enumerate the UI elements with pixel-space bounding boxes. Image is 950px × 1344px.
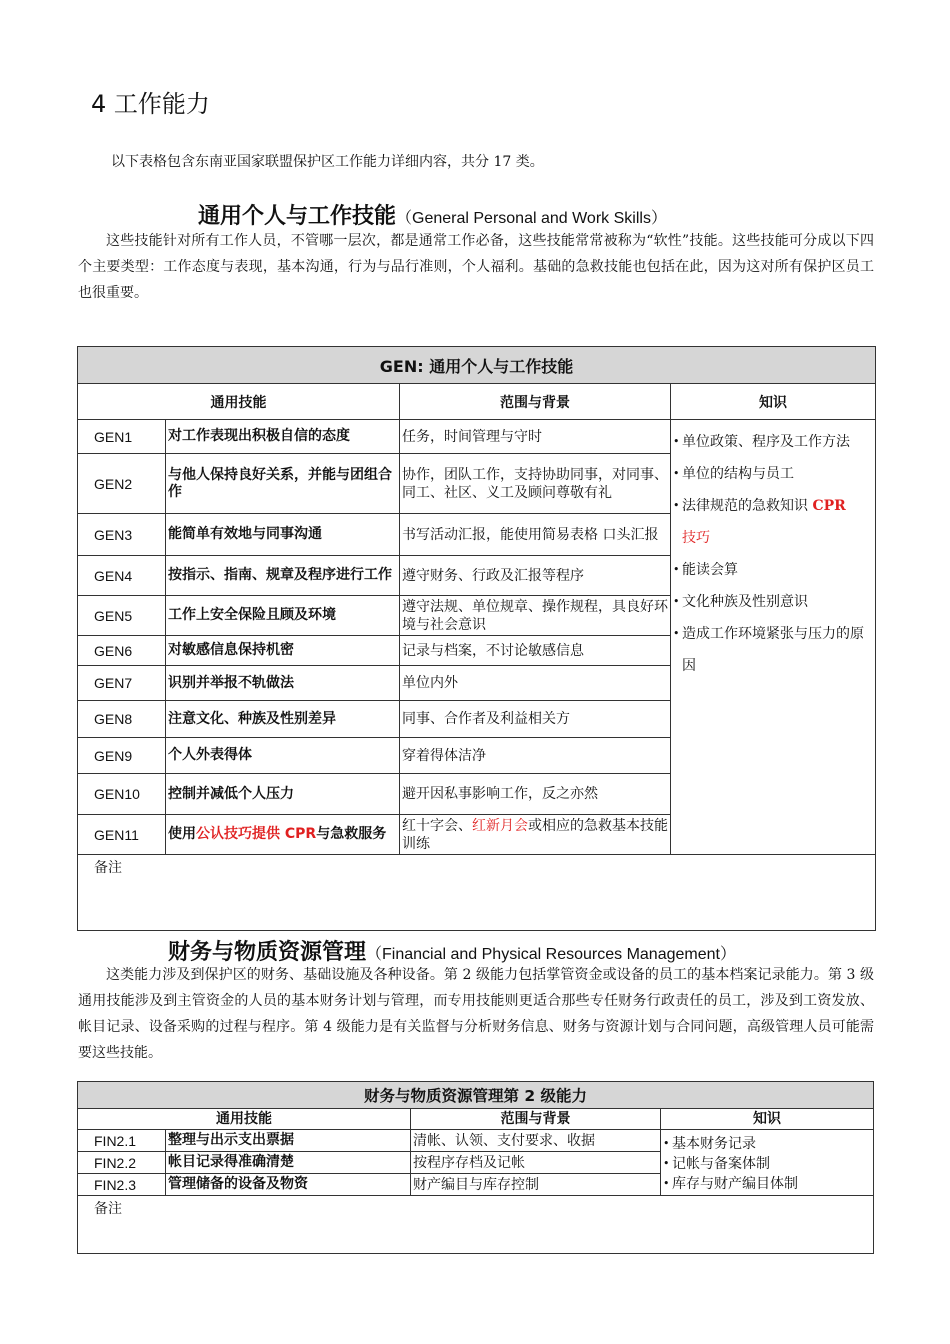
page-heading: 4 工作能力 bbox=[91, 90, 210, 118]
gen-skill: 与他人保持良好关系，并能与团组合作 bbox=[166, 454, 400, 514]
fin-table bbox=[77, 1081, 874, 1254]
gen-skill: 个人外表得体 bbox=[166, 738, 400, 774]
gen-scope bbox=[400, 815, 671, 855]
gen-code: GEN4 bbox=[78, 556, 166, 596]
fin-scope: 财产编目与库存控制 bbox=[411, 1174, 661, 1196]
knowledge-text: 法律规范的急救知识 bbox=[682, 498, 808, 514]
fin-code: FIN2.1 bbox=[78, 1130, 166, 1152]
knowledge-item: • 库存与财产编目体制 bbox=[663, 1174, 871, 1194]
gen-scope: 任务，时间管理与守时 bbox=[400, 420, 671, 454]
gen-notes: 备注 bbox=[78, 855, 876, 931]
fin-skill: 整理与出示支出票据 bbox=[166, 1130, 411, 1152]
gen-title-cn: 通用个人与工作技能 bbox=[198, 204, 397, 229]
skill-highlight: 公认技巧提供 CPR bbox=[196, 826, 317, 842]
fin-col-scope: 范围与背景 bbox=[411, 1109, 661, 1130]
skill-text: 与急救服务 bbox=[316, 826, 387, 842]
fin-skill: 管理储备的设备及物资 bbox=[166, 1174, 411, 1196]
knowledge-item: • 单位的结构与员工 bbox=[673, 458, 873, 490]
gen-skill bbox=[166, 815, 400, 855]
fin-col-skill: 通用技能 bbox=[78, 1109, 411, 1130]
fin-col-knowledge: 知识 bbox=[661, 1109, 874, 1130]
gen-section-paragraph: 这些技能针对所有工作人员，不管哪一层次，都是通常工作必备，这些技能常常被称为“软性”技能。这些技能可分成以下四个主要类型：工作态度与表现，基本沟通，行为与品行准则，个人福利。基础的急救技能也包括在此，因为这对所有保护区员工也很重要。 bbox=[78, 233, 874, 301]
scope-text: 红十字会、 bbox=[402, 817, 472, 834]
gen-table bbox=[77, 346, 876, 931]
table-row bbox=[78, 1130, 874, 1152]
gen-scope: 避开因私事影响工作，反之亦然 bbox=[400, 774, 671, 815]
gen-col-scope: 范围与背景 bbox=[400, 384, 671, 420]
gen-code: GEN10 bbox=[78, 774, 166, 815]
gen-skill: 识别并举报不轨做法 bbox=[166, 666, 400, 701]
intro-text: 以下表格包含东南亚国家联盟保护区工作能力详细内容，共分 17 类。 bbox=[111, 154, 544, 170]
fin-table-title: 财务与物质资源管理第 2 级能力 bbox=[78, 1082, 874, 1109]
table-row bbox=[78, 420, 876, 454]
gen-col-skill: 通用技能 bbox=[78, 384, 400, 420]
knowledge-item bbox=[673, 490, 873, 554]
gen-code: GEN9 bbox=[78, 738, 166, 774]
scope-highlight: 红新月会 bbox=[472, 817, 528, 834]
gen-skill: 控制并减低个人压力 bbox=[166, 774, 400, 815]
gen-skill: 工作上安全保险且顾及环境 bbox=[166, 596, 400, 636]
gen-code: GEN5 bbox=[78, 596, 166, 636]
knowledge-item: • 单位政策、程序及工作方法 bbox=[673, 426, 873, 458]
gen-table-title: GEN: 通用个人与工作技能 bbox=[78, 347, 876, 384]
gen-skill: 对工作表现出积极自信的态度 bbox=[166, 420, 400, 454]
gen-code: GEN3 bbox=[78, 514, 166, 556]
gen-code: GEN2 bbox=[78, 454, 166, 514]
gen-code: GEN8 bbox=[78, 701, 166, 738]
gen-skill: 按指示、指南、规章及程序进行工作 bbox=[166, 556, 400, 596]
gen-title-en: （General Personal and Work Skills） bbox=[396, 210, 667, 227]
knowledge-item: • 能读会算 bbox=[673, 554, 873, 586]
gen-knowledge-cell bbox=[671, 420, 876, 855]
knowledge-cpr: CPR bbox=[812, 498, 846, 514]
gen-scope: 记录与档案，不讨论敏感信息 bbox=[400, 636, 671, 666]
gen-scope: 单位内外 bbox=[400, 666, 671, 701]
fin-knowledge-cell bbox=[661, 1130, 874, 1196]
fin-notes: 备注 bbox=[78, 1196, 874, 1254]
fin-code: FIN2.3 bbox=[78, 1174, 166, 1196]
fin-scope: 按程序存档及记帐 bbox=[411, 1152, 661, 1174]
gen-code: GEN11 bbox=[78, 815, 166, 855]
gen-col-knowledge: 知识 bbox=[671, 384, 876, 420]
gen-code: GEN1 bbox=[78, 420, 166, 454]
knowledge-item: • 基本财务记录 bbox=[663, 1134, 871, 1154]
knowledge-item: • 造成工作环境紧张与压力的原因 bbox=[673, 618, 873, 682]
gen-scope: 书写活动汇报，能使用简易表格 口头汇报 bbox=[400, 514, 671, 556]
gen-scope: 同事、合作者及利益相关方 bbox=[400, 701, 671, 738]
scope-text: 或相应的急救基本技能训练 bbox=[402, 817, 668, 852]
gen-skill: 对敏感信息保持机密 bbox=[166, 636, 400, 666]
gen-skill: 能简单有效地与同事沟通 bbox=[166, 514, 400, 556]
gen-scope: 协作，团队工作，支持协助同事，对同事、同工、社区、义工及顾问尊敬有礼 bbox=[400, 454, 671, 514]
fin-skill: 帐目记录得准确清楚 bbox=[166, 1152, 411, 1174]
skill-text: 使用 bbox=[168, 826, 196, 842]
fin-scope: 清帐、认领、支付要求、收据 bbox=[411, 1130, 661, 1152]
fin-title-cn: 财务与物质资源管理 bbox=[168, 940, 367, 965]
gen-scope: 遵守财务、行政及汇报等程序 bbox=[400, 556, 671, 596]
fin-title-en: （Financial and Physical Resources Management） bbox=[366, 946, 736, 963]
fin-code: FIN2.2 bbox=[78, 1152, 166, 1174]
gen-skill: 注意文化、种族及性别差异 bbox=[166, 701, 400, 738]
gen-code: GEN6 bbox=[78, 636, 166, 666]
gen-section-title bbox=[198, 199, 667, 230]
fin-section-paragraph: 这类能力涉及到保护区的财务、基础设施及各种设备。第 2 级能力包括掌管资金或设备的员工的基本档案记录能力。第 3 级通用技能涉及到主管资金的人员的基本财务计划与管理，而专用技能则更适合那些专任财务行政责任的员工，涉及到工资发放、帐目记录、设备采购的过程与程序。第 4 级能力是有关监督与分析财务信息、财务与资源计划与合同问题，高级管理人员可能需要这些技能。 bbox=[78, 967, 874, 1061]
knowledge-item: • 记帐与备案体制 bbox=[663, 1154, 871, 1174]
gen-code: GEN7 bbox=[78, 666, 166, 701]
knowledge-text: 技巧 bbox=[682, 530, 710, 546]
knowledge-item: • 文化种族及性别意识 bbox=[673, 586, 873, 618]
gen-scope: 穿着得体洁净 bbox=[400, 738, 671, 774]
gen-scope: 遵守法规、单位规章、操作规程，具良好环境与社会意识 bbox=[400, 596, 671, 636]
